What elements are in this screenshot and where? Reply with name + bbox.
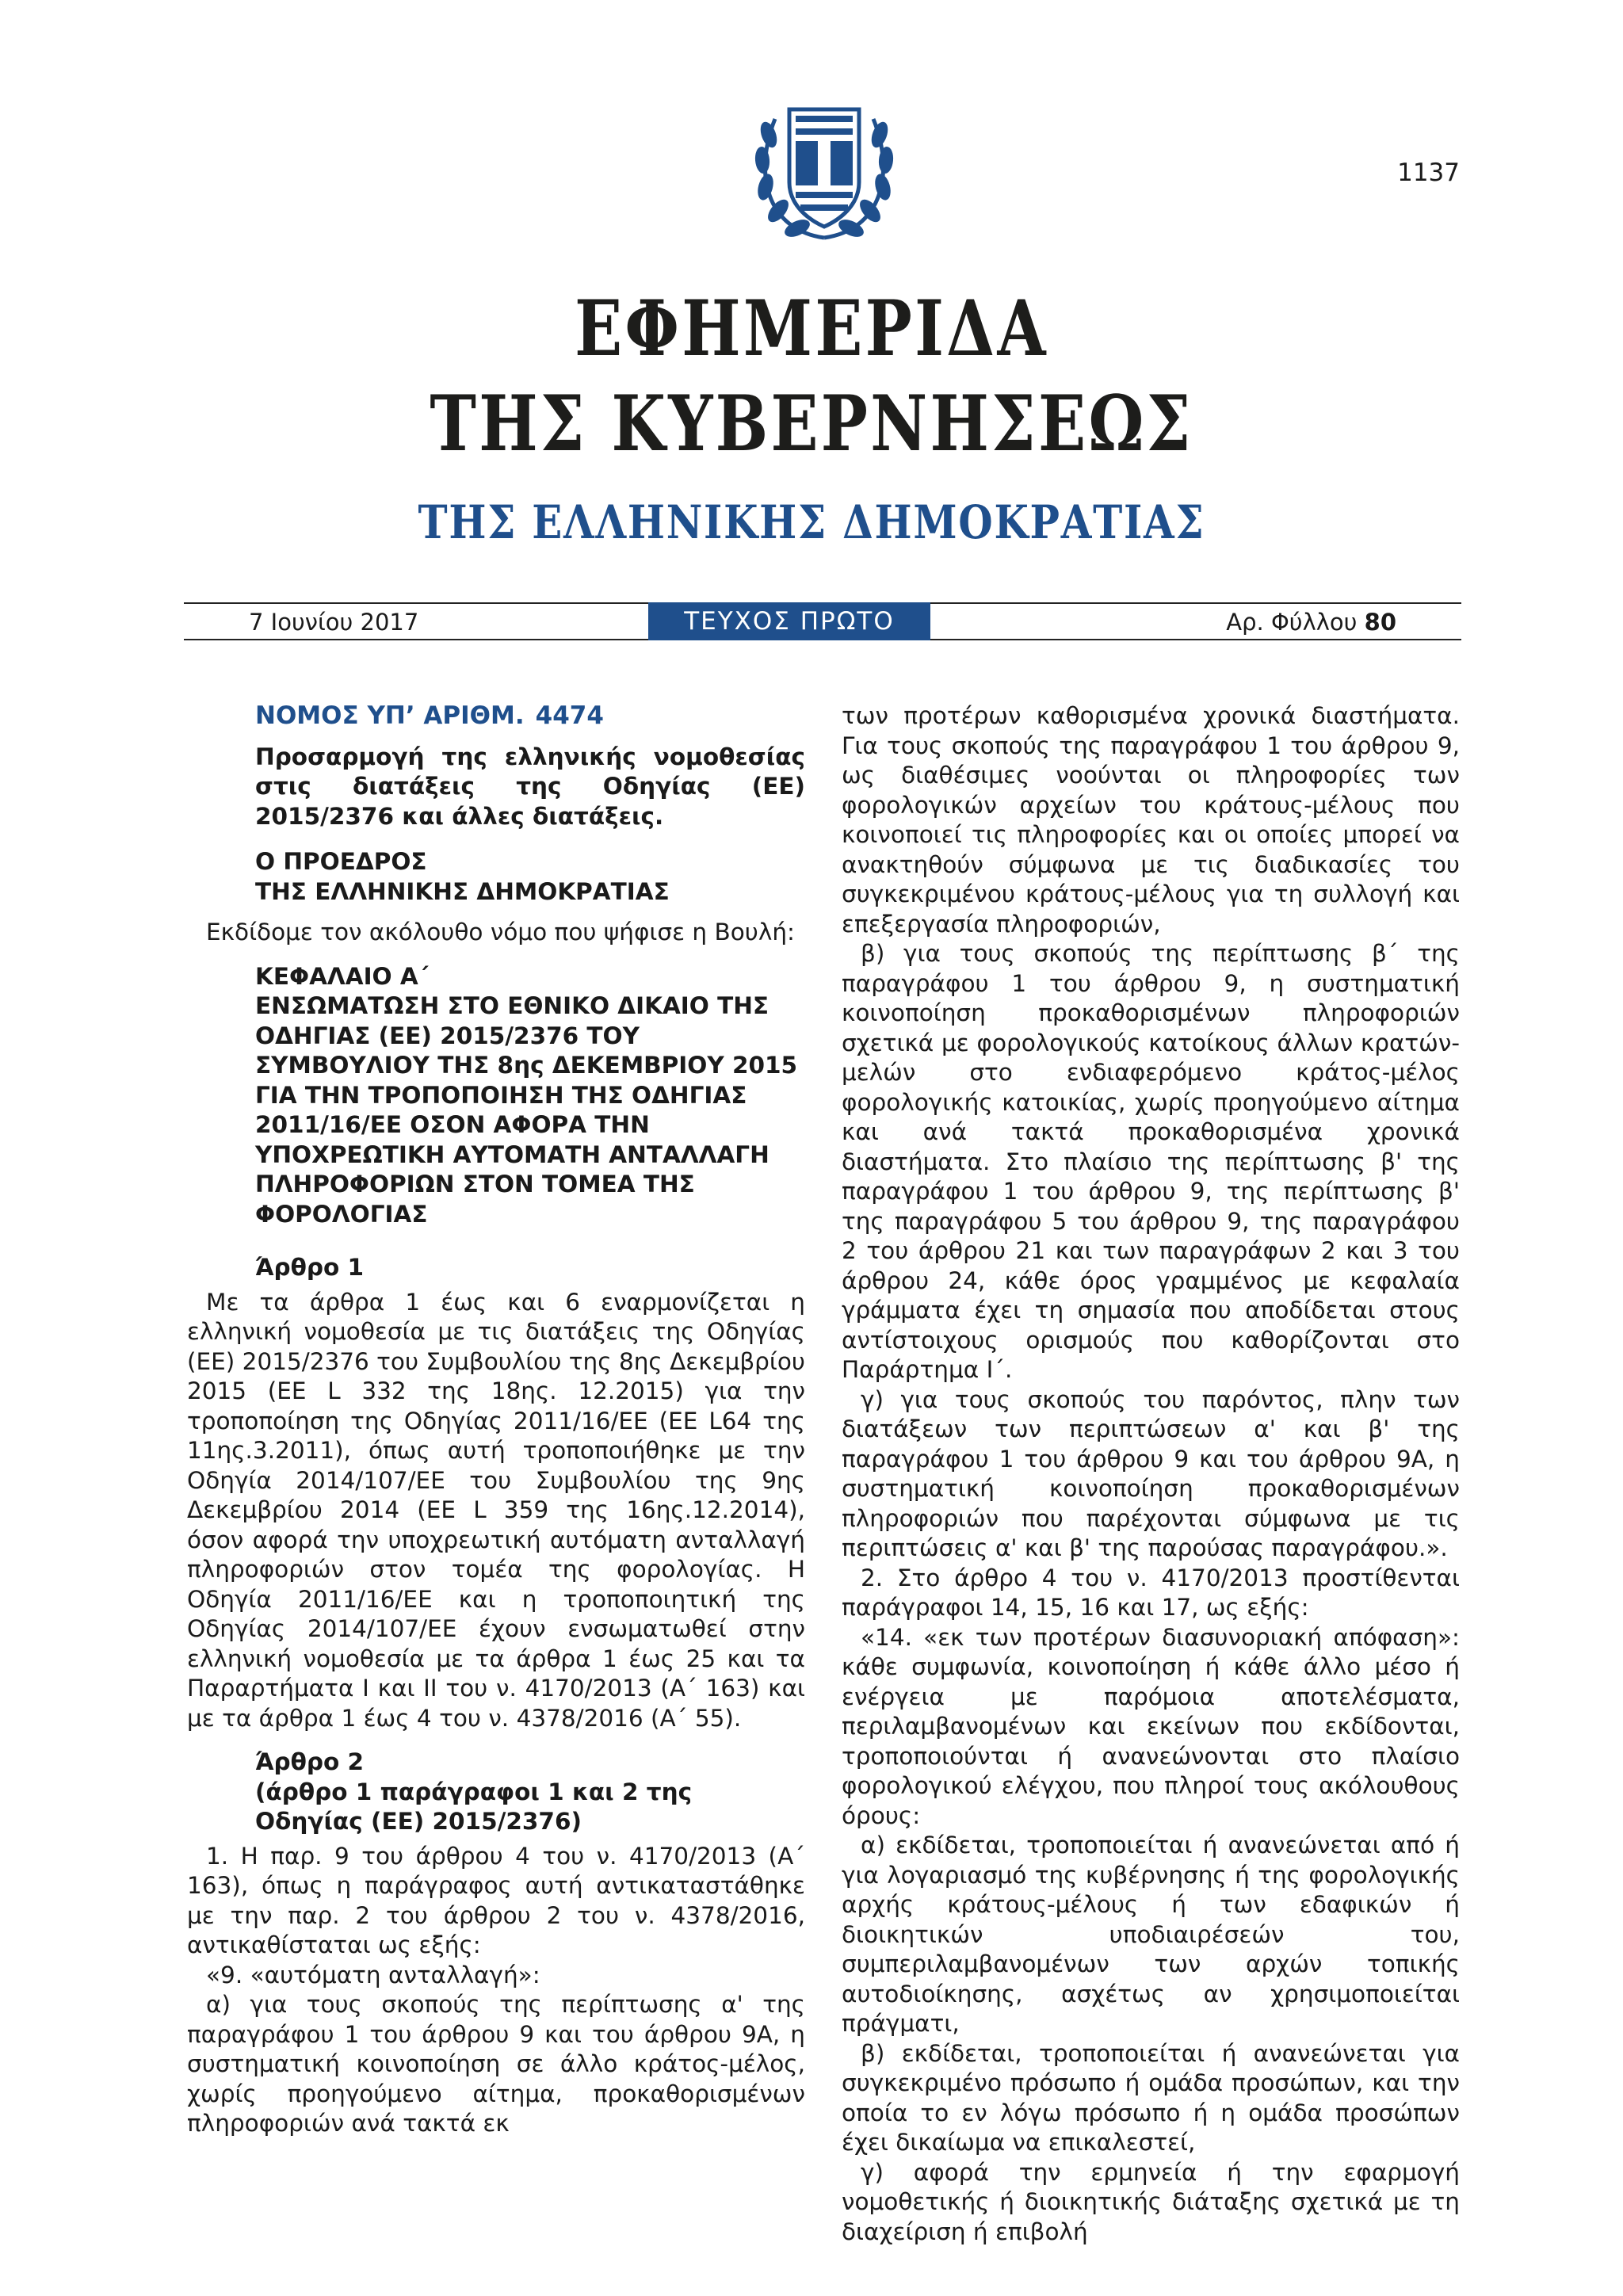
- chapter-title: ΕΝΣΩΜΑΤΩΣΗ ΣΤΟ ΕΘΝΙΚΟ ΔΙΚΑΙΟ ΤΗΣ ΟΔΗΓΙΑΣ (ΕΕ) 2015/2376 ΤΟΥ ΣΥΜΒΟΥΛΙΟΥ ΤΗΣ 8ης ΔΕΚΕΜΒΡΙΟΥ 2015 ΓΙΑ ΤΗΝ ΤΡΟΠΟΠΟΙΗΣΗ ΤΗΣ ΟΔΗΓΙΑΣ 2011/16/ΕΕ ΟΣΟΝ ΑΦΟΡΑ ΤΗΝ ΥΠΟΧΡΕΩΤΙΚΗ ΑΥΤΟΜΑΤΗ ΑΝΤΑΛΛΑΓΗ ΠΛΗΡΟΦΟΡΙΩΝ ΣΤΟΝ ΤΟΜΕΑ ΤΗΣ ΦΟΡΟΛΟΓΙΑΣ: [255, 992, 798, 1228]
- law-title: [255, 701, 805, 732]
- right-paragraph-7: β) εκδίδεται, τροποποιείται ή ανανεώνεται για συγκεκριμένο πρόσωπο ή ομάδα προσώπων, και την οποία το εν λόγω πρόσωπο ή η ομάδα προσώπων έχει δικαίωμα να επικαλεστεί,: [842, 2039, 1460, 2156]
- masthead-subtitle: ΤΗΣ ΕΛΛΗΝΙΚΗΣ ΔΗΜΟΚΡΑΤΙΑΣ: [418, 495, 1205, 549]
- left-column: [187, 701, 805, 2139]
- right-paragraph-4: 2. Στο άρθρο 4 του ν. 4170/2013 προστίθενται παράγραφοι 14, 15, 16 και 17, ως εξής:: [842, 1564, 1460, 1621]
- chapter-heading: [255, 962, 805, 1230]
- right-paragraph-2: β) για τους σκοπούς της περίπτωσης β΄ της παραγράφου 1 του άρθρου 9, η συστηματική κοινοποίηση προκαθορισμένων πληροφοριών σχετικά με φορολογικούς κατοίκους άλλων κρατών-μελών στο ενδιαφερόμενο κράτος-μέλος φορολογικής κατοικίας, χωρίς προηγούμενο αίτημα και ανά τακτά προκαθορισμένα χρονικά διαστήματα. Στο πλαίσιο της περίπτωσης β' της παραγράφου 1 του άρθρου 9, της περίπτωσης β' της παραγράφου 5 του άρθρου 9, της παραγράφου 2 του άρθρου 21 και των παραγράφων 2 και 3 του άρθρου 24, κάθε όρος γραμμένος με κεφαλαία γράμματα έχει τη σημασία που αποδίδεται στους αντίστοιχους ορισμούς που καθορίζονται στο Παράρτημα Ι΄.: [842, 940, 1460, 1383]
- chapter-number: ΚΕΦΑΛΑΙΟ Α΄: [255, 962, 429, 990]
- president-line2: ΤΗΣ ΕΛΛΗΝΙΚΗΣ ΔΗΜΟΚΡΑΤΙΑΣ: [255, 877, 670, 905]
- enactment-clause: Εκδίδομε τον ακόλουθο νόμο που ψήφισε η Βουλή:: [206, 919, 795, 946]
- article-2-heading: Άρθρο 2: [255, 1748, 365, 1775]
- article-1-text: Με τα άρθρα 1 έως και 6 εναρμονίζεται η ελληνική νομοθεσία με τις διατάξεις της Οδηγίας (ΕΕ) 2015/2376 του Συμβουλίου της 8ης Δεκεμβρίου 2015 (ΕΕ L 332 της 18ης. 12.2015) για την τροποποίηση της Οδηγίας 2011/16/ΕΕ (ΕΕ L64 της 11ης.3.2011), όπως αυτή τροποποιήθηκε με την Οδηγία 2014/107/ΕΕ του Συμβουλίου της 9ης Δεκεμβρίου 2014 (ΕΕ L 359 της 16ης.12.2014), όσον αφορά την υποχρεωτική αυτόματη ανταλλαγή πληροφοριών στον τομέα της φορολογίας. Η Οδηγία 2011/16/ΕΕ και η τροποποιητική της Οδηγίας 2014/107/ΕΕ έχουν ενσωματωθεί στην ελληνική νομοθεσία με τα άρθρα 1 έως 25 και τα Παραρτήματα Ι και ΙΙ του ν. 4170/2013 (Α΄ 163) και με τα άρθρα 1 έως 4 του ν. 4378/2016 (Α΄ 55).: [187, 1288, 805, 1732]
- masthead-title-line1: ΕΦΗΜΕΡΙΔΑ: [575, 284, 1048, 373]
- law-title-prefix: ΝΟΜΟΣ ΥΠ’ ΑΡΙΘΜ.: [255, 701, 525, 730]
- law-number: 4474: [535, 701, 604, 730]
- issue-sheet-number: 80: [1364, 609, 1396, 636]
- right-paragraph-6: α) εκδίδεται, τροποποιείται ή ανανεώνεται από ή για λογαριασμό της κυβέρνησης ή της φορολογικής αρχής κράτους-μέλους ή των εδαφικών ή διοικητικών υποδιαιρέσεών του, συμπεριλαμβανομένων των αρχών τοπικής αυτοδιοίκησης, ασχέτως αν χρησιμοποιείται πράγματι,: [842, 1832, 1460, 2037]
- right-column: [842, 701, 1460, 2247]
- issue-date: 7 Ιουνίου 2017: [249, 609, 419, 636]
- issue-label: ΤΕΥΧΟΣ ΠΡΩΤΟ: [648, 602, 930, 640]
- issue-bar: [184, 602, 1461, 640]
- president-line1: Ο ΠΡΟΕΔΡΟΣ: [255, 848, 427, 875]
- issue-sheet-label: Αρ. Φύλλου: [1226, 609, 1358, 636]
- president-heading: [255, 847, 805, 907]
- right-paragraph-5: «14. «εκ των προτέρων διασυνοριακή απόφαση»: κάθε συμφωνία, κοινοποίηση ή κάθε άλλο μέσο ή ενέργεια με παρόμοια αποτελέσματα, περιλαμβανομένων και εκείνων που εκδίδονται, τροποποιούνται ή ανανεώνονται στο πλαίσιο φορολογικού ελέγχου, που πληροί τους ακόλουθους όρους:: [842, 1623, 1460, 1829]
- law-subject: Προσαρμογή της ελληνικής νομοθεσίας στις διατάξεις της Οδηγίας (ΕΕ) 2015/2376 και άλλες διατάξεις.: [255, 743, 805, 830]
- article-2-paragraph-3: α) για τους σκοπούς της περίπτωσης α' της παραγράφου 1 του άρθρου 9 και του άρθρου 9Α, η συστηματική κοινοποίηση σε άλλο κράτος-μέλος, χωρίς προηγούμενο αίτημα, προκαθορισμένων πληροφοριών ανά τακτά εκ: [187, 1991, 805, 2137]
- right-paragraph-3: γ) για τους σκοπούς του παρόντος, πλην των διατάξεων των περιπτώσεων α' και β' της παραγράφου 1 του άρθρου 9 και του άρθρου 9Α, η συστηματική κοινοποίηση προκαθορισμένων πληροφοριών που παρέχονται σύμφωνα με τις περιπτώσεις α' και β' της παρούσας παραγράφου.».: [842, 1385, 1460, 1561]
- article-2-subheading: (άρθρο 1 παράγραφοι 1 και 2 της Οδηγίας (ΕΕ) 2015/2376): [255, 1778, 693, 1835]
- greek-coat-of-arms-icon: [751, 87, 897, 246]
- issue-sheet: [1226, 609, 1396, 636]
- right-paragraph-1: των προτέρων καθορισμένα χρονικά διαστήματα. Για τους σκοπούς της παραγράφου 1 του άρθρου 9, ως διαθέσιμες νοούνται οι πληροφορίες των φορολογικών αρχείων του κράτους-μέλους που κοινοποιεί τις πληροφορίες και οι οποίες μπορεί να ανακτηθούν σύμφωνα με τις διαδικασίες του συγκεκριμένου κράτους-μέλους για τη συλλογή και επεξεργασία πληροφοριών,: [842, 702, 1460, 938]
- masthead-title-line2: ΤΗΣ ΚΥΒΕΡΝΗΣΕΩΣ: [430, 379, 1193, 468]
- article-2-paragraph-1: 1. Η παρ. 9 του άρθρου 4 του ν. 4170/2013 (Α΄ 163), όπως η παράγραφος αυτή αντικαταστάθηκε με την παρ. 2 του άρθρου 2 του ν. 4378/2016, αντικαθίσταται ως εξής:: [187, 1842, 805, 1958]
- right-paragraph-8: γ) αφορά την ερμηνεία ή την εφαρμογή νομοθετικής ή διοικητικής διάταξης σχετικά με τη διαχείριση ή επιβολή: [842, 2158, 1460, 2245]
- article-2-paragraph-2: «9. «αυτόματη ανταλλαγή»:: [206, 1961, 540, 1988]
- page-number: 1137: [1397, 159, 1460, 187]
- article-1-heading: Άρθρο 1: [255, 1254, 365, 1281]
